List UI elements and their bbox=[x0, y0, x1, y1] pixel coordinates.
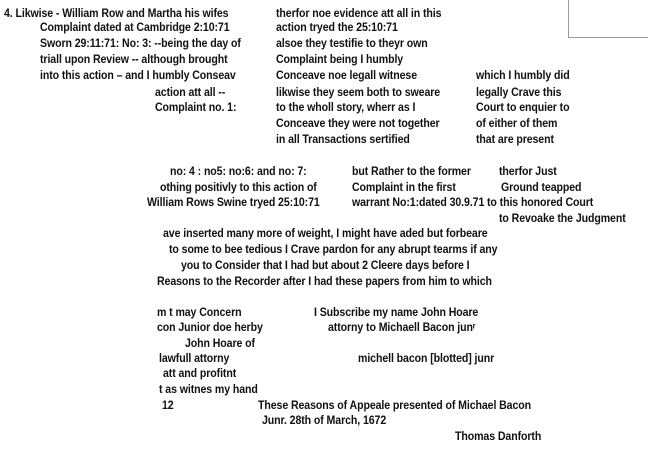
text-line: Sworn 29:11:71: No: 3: --being the day of bbox=[40, 38, 241, 50]
text-line: Conceave noe legall witnese bbox=[276, 70, 417, 82]
text-line: to some to bee tedious I Crave pardon for any abrupt tearms if any bbox=[169, 244, 498, 256]
text-line: attorny to Michaell Bacon junʳ bbox=[328, 322, 476, 334]
text-line: action att all -- bbox=[155, 87, 226, 99]
text-line: which I humbly did bbox=[476, 70, 570, 82]
text-line: Junr. 28th of March, 1672 bbox=[262, 415, 387, 427]
text-line: likwise they seem both to sweare bbox=[276, 87, 441, 99]
text-line: therfor Just bbox=[499, 166, 557, 178]
text-line: michell bacon [blotted] junr bbox=[358, 353, 495, 365]
text-line: triall upon Review -- although brought bbox=[40, 54, 228, 66]
text-line: Complaint being I humbly bbox=[276, 54, 404, 66]
text-line: m t may Concern bbox=[157, 307, 242, 319]
text-line: con Junior doe herby bbox=[157, 322, 263, 334]
text-line: lawfull attorny bbox=[159, 353, 230, 365]
text-line: into this action – and I humbly Conseav bbox=[40, 70, 236, 82]
text-line: 12 bbox=[162, 400, 174, 412]
text-line: othing positivly to this action of bbox=[160, 182, 317, 194]
text-line: Ground teapped bbox=[501, 182, 582, 194]
text-line: Reasons to the Recorder after I had these papers from him to which bbox=[157, 276, 492, 288]
text-line: you to Consider that I had but about 2 Cleere days before I bbox=[181, 260, 470, 272]
text-line: John Hoare of bbox=[185, 338, 255, 350]
text-line: in all Transactions sertified bbox=[276, 134, 410, 146]
text-line: 4. Likwise - William Row and Martha his wifes bbox=[4, 8, 229, 20]
text-line: I Subscribe my name John Hoare bbox=[314, 307, 479, 319]
text-line: Complaint no. 1: bbox=[155, 102, 237, 114]
text-line: t as witnes my hand bbox=[159, 384, 258, 396]
text-line: of either of them bbox=[476, 118, 558, 130]
text-line: action tryed the 25:10:71 bbox=[276, 22, 398, 34]
text-line: no: 4 : no5: no:6: and no: 7: bbox=[170, 166, 307, 178]
signature: Thomas Danforth bbox=[455, 431, 542, 443]
text-line: to Revoake the Judgment bbox=[499, 213, 626, 225]
text-line: Conceave they were not together bbox=[276, 118, 440, 130]
text-line: alsoe they testifie to theyr own bbox=[276, 38, 428, 50]
text-line: Complaint in the first bbox=[352, 182, 456, 194]
text-line: to the wholl story, wherr as I bbox=[276, 102, 416, 114]
text-line: These Reasons of Appeale presented of Michael Bacon bbox=[258, 400, 532, 412]
text-line: Court to enquier to bbox=[476, 102, 570, 114]
text-line: Complaint dated at Cambridge 2:10:71 bbox=[40, 22, 230, 34]
text-line: William Rows Swine tryed 25:10:71 bbox=[147, 197, 320, 209]
text-line: but Rather to the former bbox=[352, 166, 471, 178]
corner-frame bbox=[568, 0, 648, 38]
text-line: that are present bbox=[476, 134, 554, 146]
text-line: warrant No:1:dated 30.9.71 bbox=[352, 197, 485, 209]
text-line: therfor noe evidence att all in this bbox=[276, 8, 442, 20]
text-line: ave inserted many more of weight, I might have aded but forbeare bbox=[163, 228, 488, 240]
text-line: to this honored Court bbox=[487, 197, 594, 209]
text-line: legally Crave this bbox=[476, 87, 562, 99]
text-line: att and profitnt bbox=[163, 368, 237, 380]
